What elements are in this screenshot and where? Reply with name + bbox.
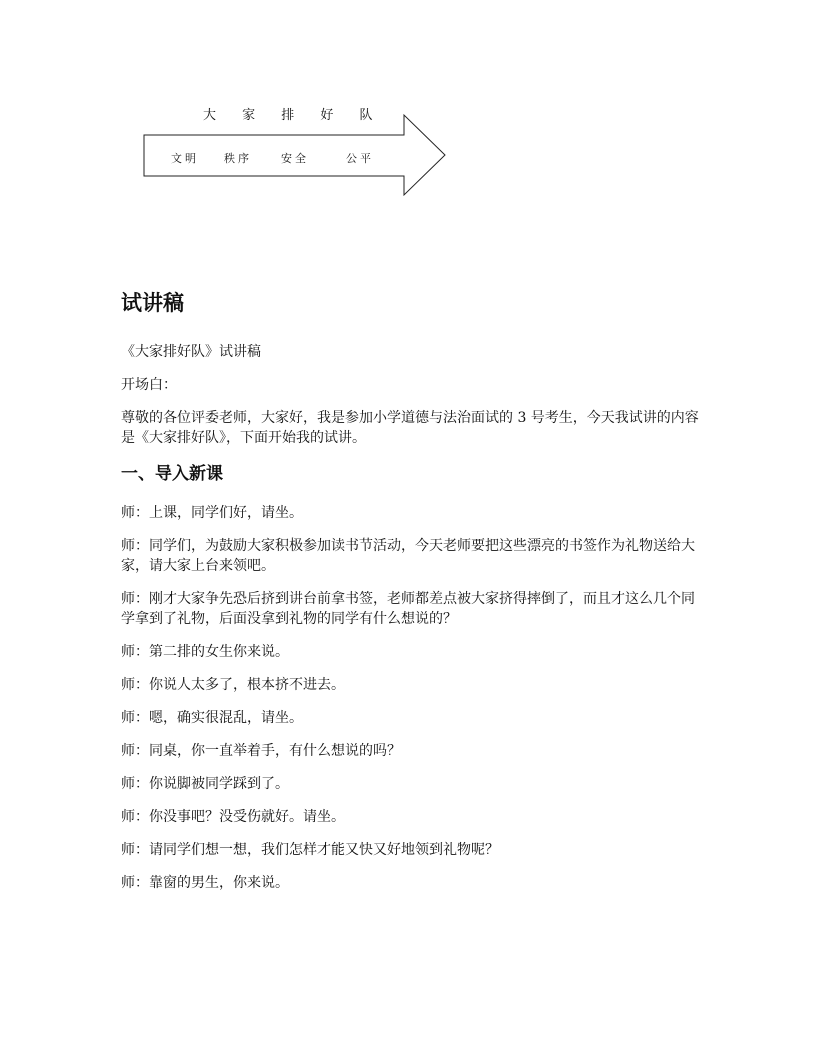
arrow-word-civilized: 文明 [171,152,199,165]
document-title: 试讲稿 [121,291,184,315]
dialogue-line: 师：请同学们想一想，我们怎样才能又快又好地领到礼物呢？ [121,842,499,858]
arrow-word-safety: 安全 [281,152,309,165]
diagram-title: 大 家 排 好 队 [203,108,384,123]
dialogue-line: 师：你没事吧？没受伤就好。请坐。 [121,809,345,825]
dialogue-line: 师：刚才大家争先恐后挤到讲台前拿书签，老师都差点被大家挤得摔倒了，而且才这么几个同学拿到了礼物，后面没拿到礼物的同学有什么想说的？ [121,591,695,627]
dialogue-line: 师：你说脚被同学踩到了。 [121,776,289,792]
dialogue-line: 师：上课，同学们好，请坐。 [121,505,303,521]
dialogue-line: 师：同桌，你一直举着手，有什么想说的吗？ [121,743,401,759]
section-heading-intro: 一、导入新课 [121,464,223,484]
dialogue-line: 师：同学们，为鼓励大家积极参加读书节活动，今天老师要把这些漂亮的书签作为礼物送给大家，请大家上台来领吧。 [121,538,695,574]
opening-paragraph: 尊敬的各位评委老师，大家好，我是参加小学道德与法治面试的 3 号考生，今天我试讲的内容是《大家排好队》，下面开始我的试讲。 [121,410,699,446]
arrow-word-order: 秩序 [224,152,252,165]
dialogue-line: 师：第二排的女生你来说。 [121,644,289,660]
opening-label: 开场白： [121,377,177,393]
lesson-title-line: 《大家排好队》试讲稿 [121,344,261,360]
arrow-word-fairness: 公平 [346,152,374,165]
document-body [121,288,699,906]
dialogue-line: 师：靠窗的男生，你来说。 [121,875,289,891]
dialogue-line: 师：你说人太多了，根本挤不进去。 [121,677,345,693]
arrow-diagram [140,98,460,202]
dialogue-line: 师：嗯，确实很混乱，请坐。 [121,710,303,726]
